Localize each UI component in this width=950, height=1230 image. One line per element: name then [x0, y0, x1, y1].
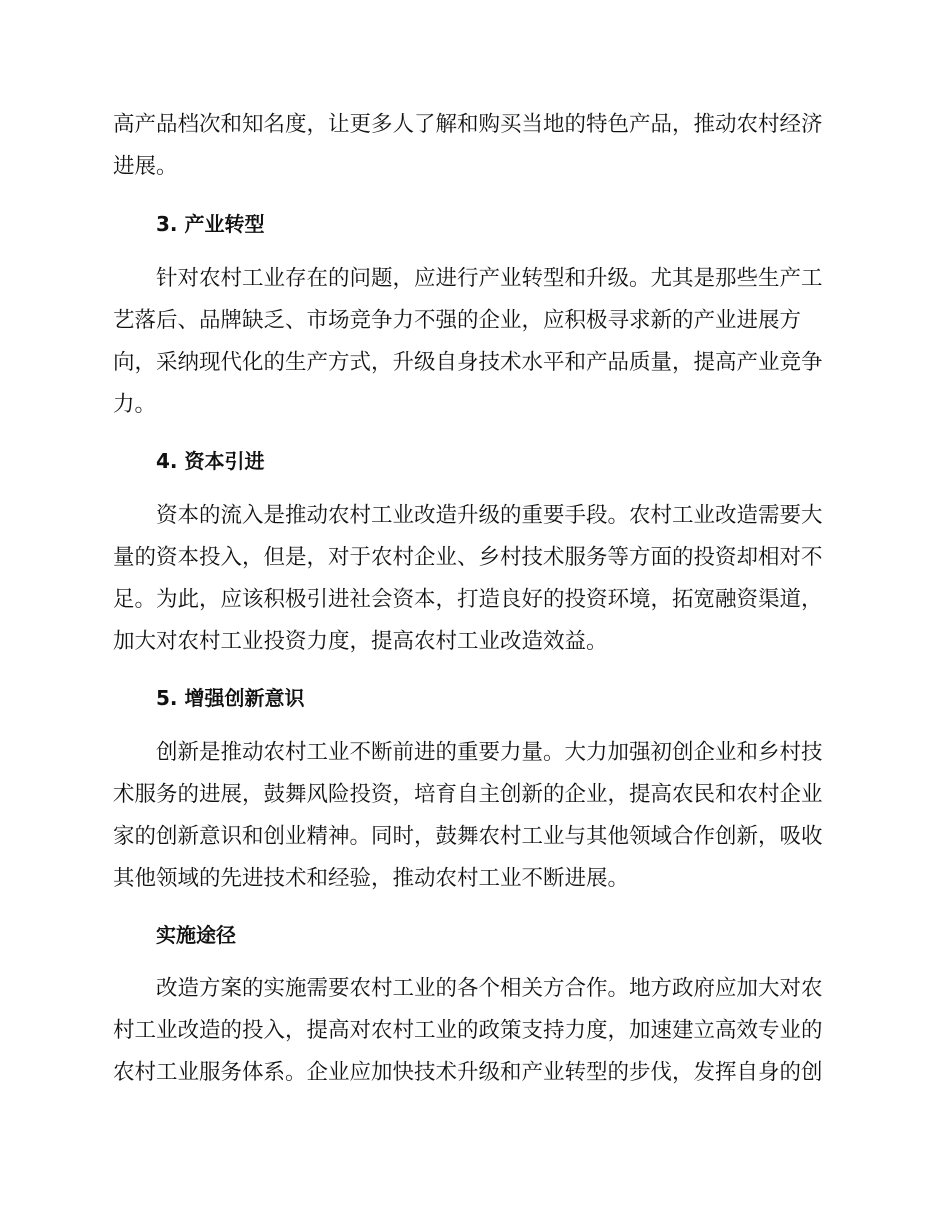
paragraph-industry-transformation — [113, 258, 833, 426]
section-heading-innovation: 5. 增强创新意识 — [156, 686, 305, 710]
text-line: 其他领域的先进技术和经验，推动农村工业不断进展。 — [113, 866, 630, 891]
paragraph-capital-introduction — [113, 495, 833, 663]
section-heading-industry-transformation: 3. 产业转型 — [156, 212, 265, 236]
text-line: 术服务的进展，鼓舞风险投资，培育自主创新的企业，提高农民和农村企业 — [113, 782, 823, 807]
text-line: 农村工业服务体系。企业应加快技术升级和产业转型的步伐，发挥自身的创 — [113, 1060, 823, 1085]
section-heading-implementation: 实施途径 — [156, 923, 236, 947]
text-line: 高产品档次和知名度，让更多人了解和购买当地的特色产品，推动农村经济 — [113, 112, 823, 137]
paragraph-continued — [113, 104, 833, 188]
text-line: 力。 — [113, 392, 157, 417]
text-line: 家的创新意识和创业精神。同时，鼓舞农村工业与其他领域合作创新，吸收 — [113, 824, 823, 849]
paragraph-implementation — [113, 968, 833, 1094]
text-line: 针对农村工业存在的问题，应进行产业转型和升级。尤其是那些生产工 — [156, 266, 823, 291]
text-line: 村工业改造的投入，提高对农村工业的政策支持力度，加速建立高效专业的 — [113, 1018, 823, 1043]
text-line: 足。为此，应该积极引进社会资本，打造良好的投资环境，拓宽融资渠道， — [113, 587, 823, 612]
text-line: 进展。 — [113, 154, 178, 179]
text-line: 向，采纳现代化的生产方式，升级自身技术水平和产品质量，提高产业竞争 — [113, 350, 823, 375]
paragraph-innovation — [113, 732, 833, 900]
text-line: 艺落后、品牌缺乏、市场竞争力不强的企业，应积极寻求新的产业进展方 — [113, 308, 802, 333]
section-heading-capital-introduction: 4. 资本引进 — [156, 449, 265, 473]
text-line: 量的资本投入，但是，对于农村企业、乡村技术服务等方面的投资却相对不 — [113, 545, 823, 570]
text-line: 资本的流入是推动农村工业改造升级的重要手段。农村工业改造需要大 — [156, 503, 823, 528]
text-line: 加大对农村工业投资力度，提高农村工业改造效益。 — [113, 629, 608, 654]
text-line: 改造方案的实施需要农村工业的各个相关方合作。地方政府应加大对农 — [156, 976, 823, 1001]
text-line: 创新是推动农村工业不断前进的重要力量。大力加强初创企业和乡村技 — [156, 740, 823, 765]
